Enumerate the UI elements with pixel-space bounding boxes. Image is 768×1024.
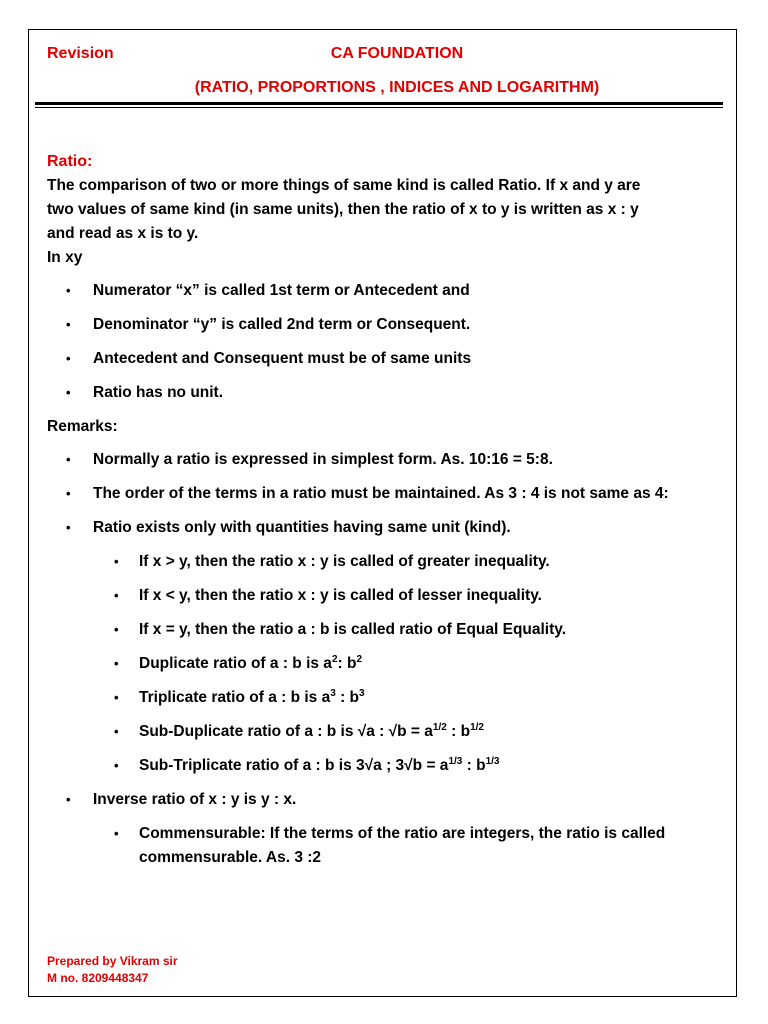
formula-text: Sub-Triplicate ratio of a : b is 3√a ; 3√b = a [139,757,449,774]
inverse-sub-list [47,822,723,870]
revision-label: Revision [47,45,114,62]
list-item: • Denominator “y” is called 2nd term or Consequent. [47,313,723,337]
remarks-sub-list [47,550,723,778]
formula-text: Sub-Duplicate ratio of a : b is √a : √b = a [139,723,433,740]
sub-list-item-sub-duplicate [47,720,723,744]
list-item-text: Ratio exists only with quantities having same unit (kind). [93,519,511,536]
formula-text: Duplicate ratio of a : b is a [139,655,332,672]
formula-text: : b [446,723,471,740]
exponent: 3 [359,688,365,699]
ratio-heading: Ratio: [47,153,93,170]
list-item [47,788,723,870]
sub-list-item-commensurable [47,822,723,870]
list-item: • Normally a ratio is expressed in simplest form. As. 10:16 = 5:8. [47,448,723,472]
document-subtitle: (RATIO, PROPORTIONS , INDICES AND LOGARITHM) [194,79,600,96]
list-item [47,516,723,778]
exponent: 1/2 [470,722,484,733]
footer [47,953,178,987]
formula-text: : b [462,757,486,774]
sub-list-item-duplicate [47,652,723,676]
remarks-heading: Remarks: [47,418,118,435]
commensurable-line: commensurable. As. 3 :2 [139,849,322,866]
definition-line: two values of same kind (in same units), then the ratio of x to y is written as x : y [47,201,639,218]
header-divider-thin [35,107,723,108]
list-item: • The order of the terms in a ratio must be maintained. As 3 : 4 is not same as 4: [47,482,723,506]
header-divider-thick [35,102,723,105]
sub-list-item-triplicate [47,686,723,710]
definition-line: The comparison of two or more things of same kind is called Ratio. If x and y are [47,177,641,194]
sub-list-item: • If x > y, then the ratio x : y is called of greater inequality. [47,550,723,574]
remarks-bullet-list [47,448,723,870]
main-content [47,150,723,870]
formula-text: Triplicate ratio of a : b is a [139,689,331,706]
ratio-definition [47,174,723,270]
formula-text: : b [335,689,360,706]
sub-list-item-sub-triplicate [47,754,723,778]
exponent: 1/3 [448,756,463,767]
sub-list-item: • If x = y, then the ratio a : b is called ratio of Equal Equality. [47,618,723,642]
exponent: 1/3 [485,756,500,767]
commensurable-line: • Commensurable: If the terms of the ratio are integers, the ratio is called [139,825,666,842]
exponent: 3 [330,688,336,699]
list-item: • Antecedent and Consequent must be of same units [47,347,723,371]
document-title: CA FOUNDATION [330,45,464,62]
footer-author: Prepared by Vikram sir [47,954,178,968]
formula-text: : b [337,655,357,672]
exponent: 1/2 [432,722,447,733]
list-item: • Numerator “x” is called 1st term or Antecedent and [47,279,723,303]
list-item: • Ratio has no unit. [47,381,723,405]
exponent: 2 [331,654,338,665]
exponent: 2 [356,654,362,665]
footer-phone: M no. 8209448347 [47,971,149,985]
ratio-bullet-list [47,279,723,405]
list-item-text: Inverse ratio of x : y is y : x. [93,791,297,808]
definition-line: In xy [47,249,83,266]
definition-line: and read as x is to y. [47,225,199,242]
sub-list-item: • If x < y, then the ratio x : y is called of lesser inequality. [47,584,723,608]
